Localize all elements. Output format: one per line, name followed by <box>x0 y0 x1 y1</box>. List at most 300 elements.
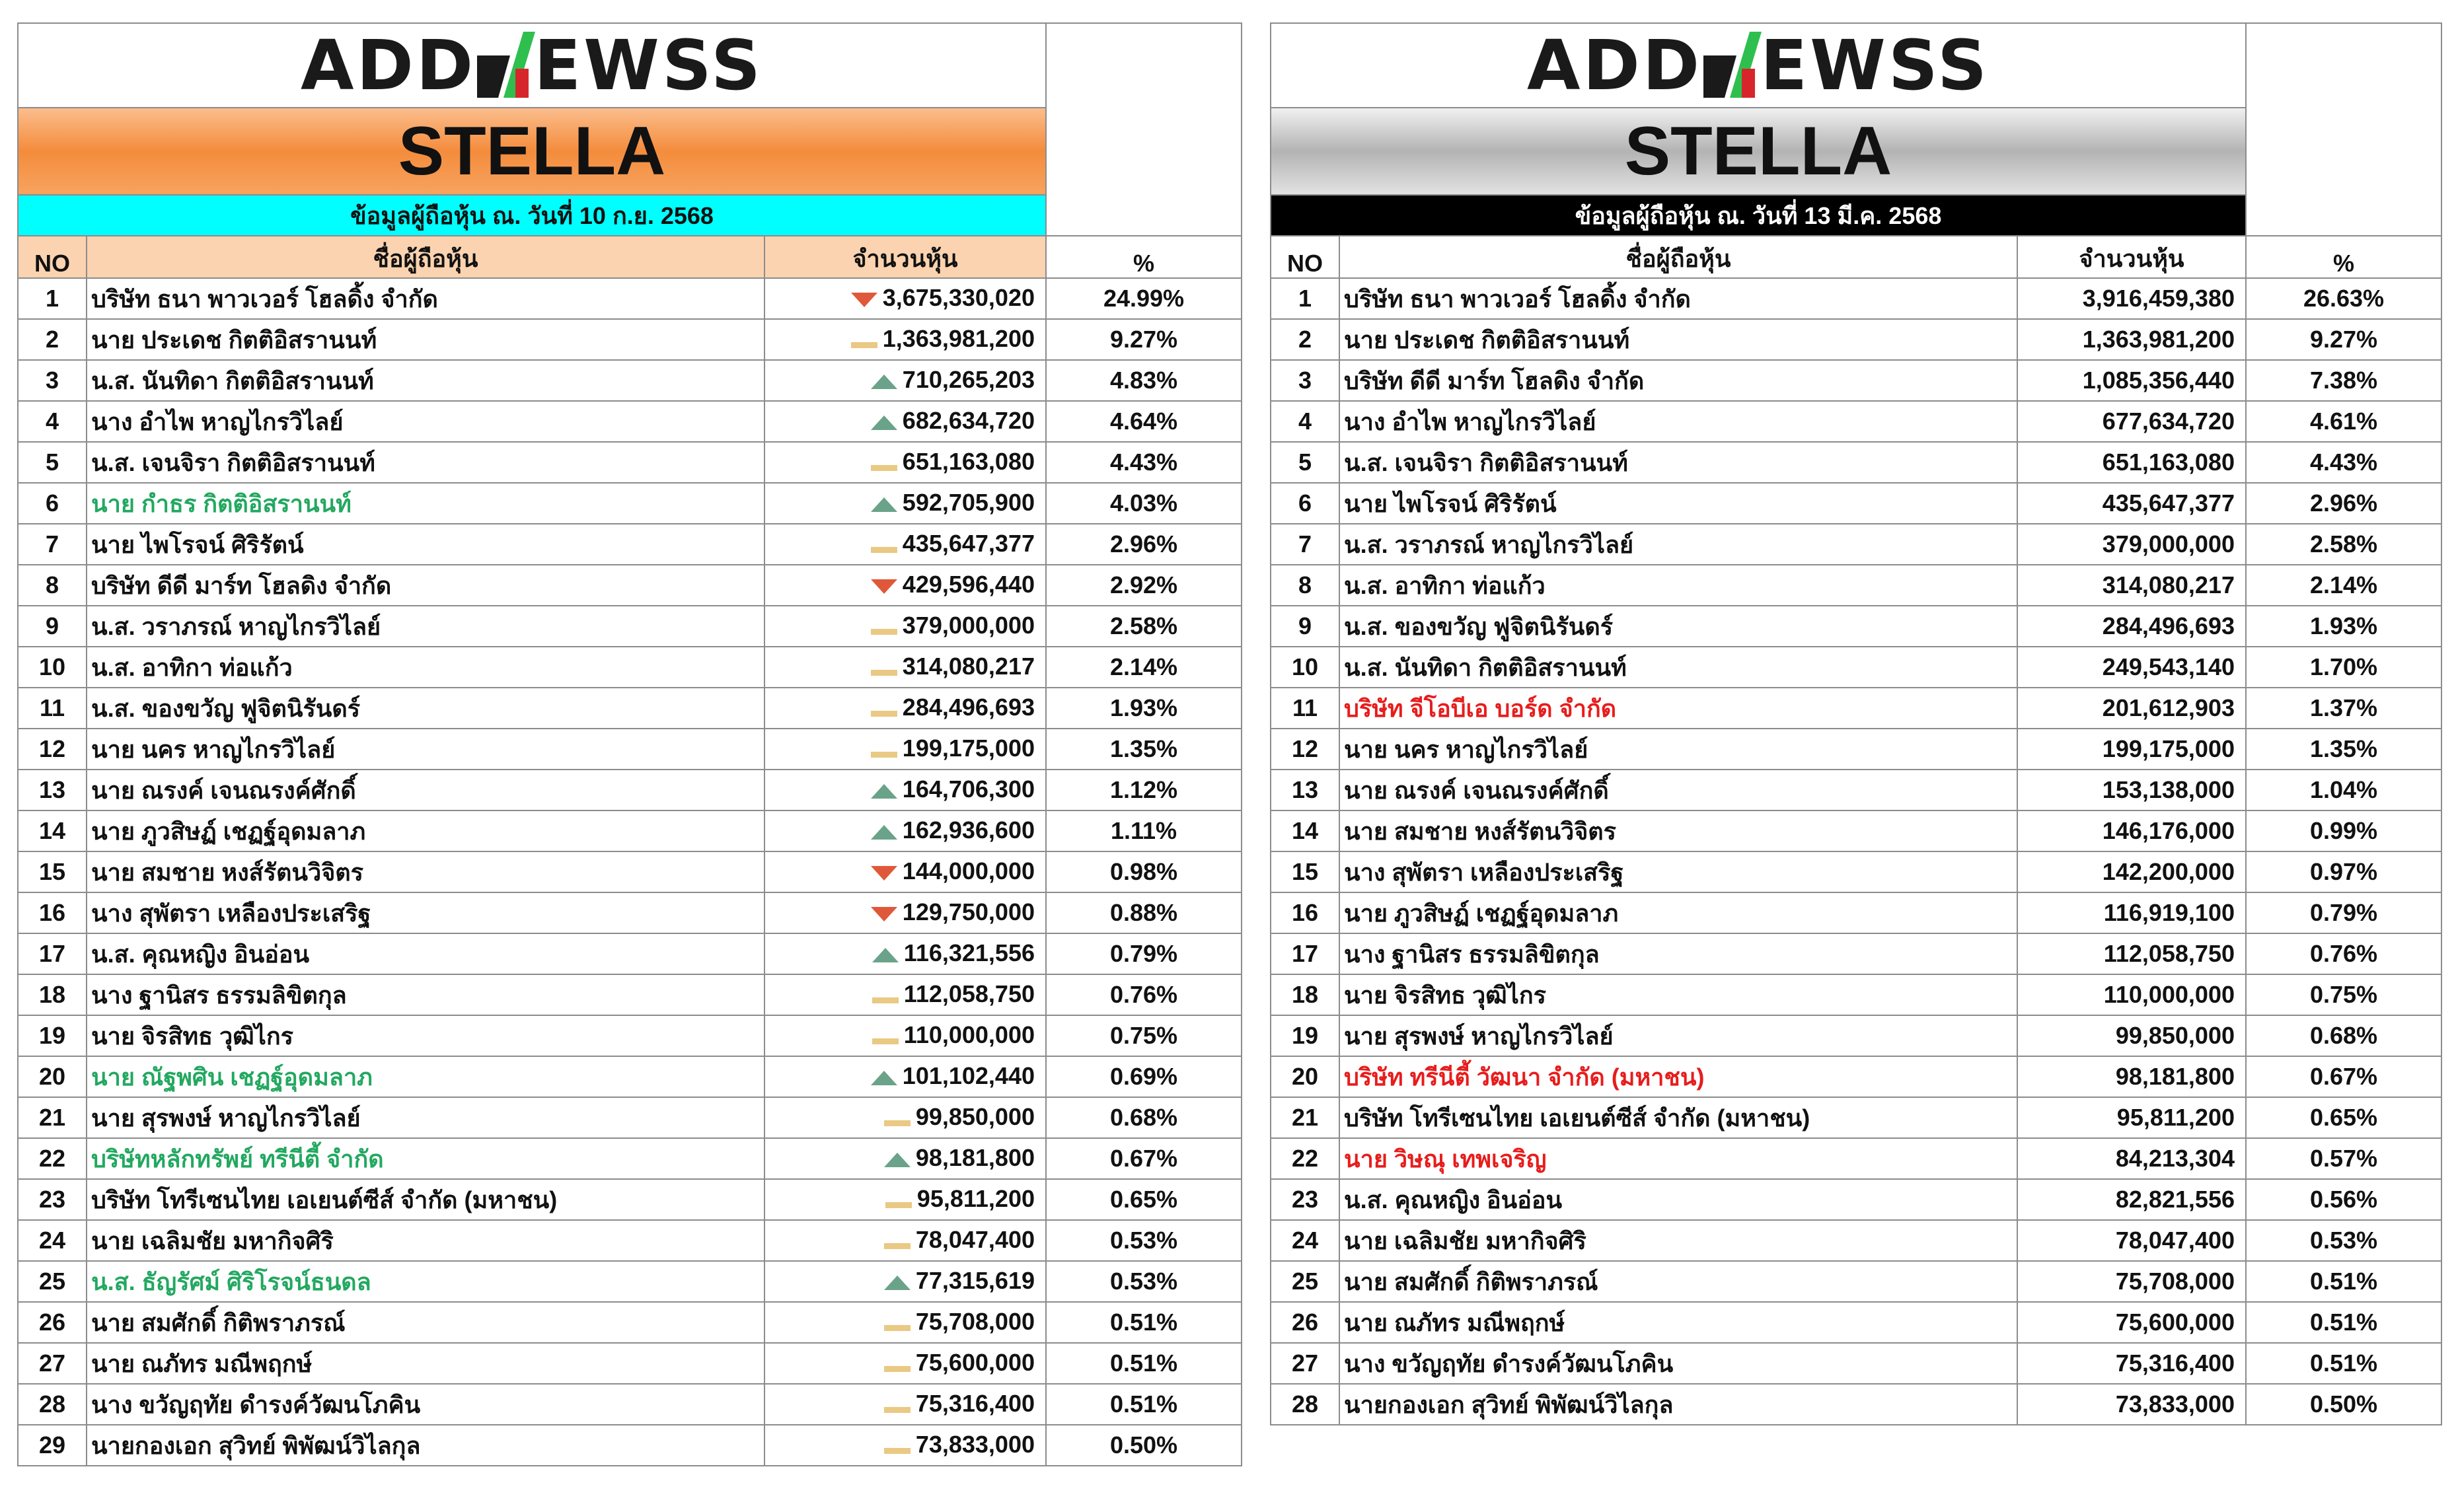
row-number: 12 <box>18 729 87 770</box>
share-percent: 0.65% <box>2246 1097 2441 1138</box>
table-row <box>1271 1056 2441 1097</box>
share-count <box>764 688 1046 729</box>
share-count: 249,543,140 <box>2017 647 2246 688</box>
shareholder-name: บริษัท ธนา พาวเวอร์ โฮลดิ้ง จำกัด <box>87 278 764 319</box>
unchanged-dash-icon <box>872 997 899 1003</box>
table-row <box>18 1179 1242 1220</box>
row-number: 8 <box>1271 565 1339 606</box>
row-number: 23 <box>18 1179 87 1220</box>
table-row <box>1271 565 2441 606</box>
table-row <box>18 1220 1242 1261</box>
row-number: 11 <box>1271 688 1339 729</box>
table-row <box>1271 319 2441 360</box>
increase-arrow-icon <box>871 784 897 799</box>
share-percent: 0.76% <box>2246 933 2441 974</box>
shareholder-name: น.ส. คุณหญิง อินอ่อน <box>1339 1179 2017 1220</box>
share-count: 1,085,356,440 <box>2017 360 2246 401</box>
logo-text-suffix: EWSS <box>1760 25 1990 106</box>
shareholder-name: บริษัท โทรีเซนไทย เอเยนต์ซีส์ จำกัด (มหาชน) <box>1339 1097 2017 1138</box>
share-count: 314,080,217 <box>2017 565 2246 606</box>
share-percent: 0.56% <box>2246 1179 2441 1220</box>
shareholder-name: น.ส. นันทิดา กิตติอิสรานนท์ <box>1339 647 2017 688</box>
share-count <box>764 1138 1046 1179</box>
shareholder-name: นาย วิษณุ เทพเจริญ <box>1339 1138 2017 1179</box>
table-row <box>1271 524 2441 565</box>
logo-text-prefix: ADD <box>1526 25 1703 106</box>
table-row <box>1271 892 2441 933</box>
share-count: 73,833,000 <box>2017 1384 2246 1425</box>
blank-corner-cell <box>1046 23 1242 236</box>
data-date-caption: ข้อมูลผู้ถือหุ้น ณ. วันที่ 13 มี.ค. 2568 <box>1271 195 2246 236</box>
share-count-value: 129,750,000 <box>902 898 1035 925</box>
row-number: 2 <box>18 319 87 360</box>
row-number: 29 <box>18 1425 87 1466</box>
share-percent: 0.69% <box>1046 1056 1242 1097</box>
table-row <box>18 442 1242 483</box>
decrease-arrow-icon <box>871 866 897 881</box>
shareholder-name: นาย กำธร กิตติอิสรานนท์ <box>87 483 764 524</box>
share-count-value: 110,000,000 <box>903 1021 1035 1048</box>
row-number: 21 <box>18 1097 87 1138</box>
table-row <box>1271 810 2441 851</box>
unchanged-dash-icon <box>871 629 897 635</box>
table-row <box>18 810 1242 851</box>
row-number: 23 <box>1271 1179 1339 1220</box>
share-count-value: 75,316,400 <box>915 1389 1035 1417</box>
shareholder-name: นาย สุรพงษ์ หาญไกรวิไลย์ <box>1339 1015 2017 1056</box>
share-count: 284,496,693 <box>2017 606 2246 647</box>
share-percent: 0.99% <box>2246 810 2441 851</box>
row-number: 5 <box>1271 442 1339 483</box>
share-count <box>764 974 1046 1015</box>
table-row <box>18 319 1242 360</box>
row-number: 17 <box>18 933 87 974</box>
share-count-value: 379,000,000 <box>902 611 1035 639</box>
table-row <box>18 606 1242 647</box>
share-count <box>764 1302 1046 1343</box>
shareholder-name: น.ส. อาทิกา ท่อแก้ว <box>87 647 764 688</box>
shareholder-name: นาย สุรพงษ์ หาญไกรวิไลย์ <box>87 1097 764 1138</box>
share-count: 98,181,800 <box>2017 1056 2246 1097</box>
table-row <box>1271 278 2441 319</box>
share-percent: 1.11% <box>1046 810 1242 851</box>
shareholder-name: นาง สุพัตรา เหลืองประเสริฐ <box>1339 851 2017 892</box>
table-row <box>18 1384 1242 1425</box>
row-number: 11 <box>18 688 87 729</box>
increase-arrow-icon <box>871 375 897 389</box>
logo-n-mark-icon <box>472 29 538 102</box>
share-count-value: 75,708,000 <box>915 1307 1035 1335</box>
table-row <box>1271 1302 2441 1343</box>
shareholder-name: นาย นคร หาญไกรวิไลย์ <box>1339 729 2017 770</box>
shareholder-name: นาย จิรสิทธ วุฒิไกร <box>87 1015 764 1056</box>
share-percent: 0.51% <box>2246 1343 2441 1384</box>
shareholder-name: นาย ณภัทร มณีพฤกษ์ <box>87 1343 764 1384</box>
brand-logo <box>18 23 1046 108</box>
shareholder-name: นาย ณัฐพศิน เชฏฐ์อุดมลาภ <box>87 1056 764 1097</box>
share-percent: 9.27% <box>2246 319 2441 360</box>
row-number: 25 <box>18 1261 87 1302</box>
shareholder-name: บริษัท ดีดี มาร์ท โฮลดิง จำกัด <box>1339 360 2017 401</box>
table-row <box>18 1015 1242 1056</box>
share-count <box>764 1261 1046 1302</box>
share-percent: 1.04% <box>2246 770 2441 810</box>
share-percent: 2.96% <box>1046 524 1242 565</box>
share-count: 75,316,400 <box>2017 1343 2246 1384</box>
shareholder-panel-sep-2025 <box>17 22 1242 1466</box>
table-row <box>1271 1220 2441 1261</box>
row-number: 2 <box>1271 319 1339 360</box>
shareholder-name: บริษัท ทรีนีตี้ วัฒนา จำกัด (มหาชน) <box>1339 1056 2017 1097</box>
row-number: 20 <box>1271 1056 1339 1097</box>
share-count: 199,175,000 <box>2017 729 2246 770</box>
share-count <box>764 1015 1046 1056</box>
share-count <box>764 933 1046 974</box>
share-count: 651,163,080 <box>2017 442 2246 483</box>
share-count-value: 95,811,200 <box>916 1184 1035 1212</box>
share-count-value: 116,321,556 <box>903 939 1035 966</box>
table-row <box>18 1261 1242 1302</box>
share-percent: 0.51% <box>2246 1261 2441 1302</box>
share-percent: 0.50% <box>1046 1425 1242 1466</box>
row-number: 19 <box>1271 1015 1339 1056</box>
row-number: 27 <box>1271 1343 1339 1384</box>
share-percent: 0.76% <box>1046 974 1242 1015</box>
shareholder-name: บริษัท โทรีเซนไทย เอเยนต์ซีส์ จำกัด (มหาชน) <box>87 1179 764 1220</box>
shareholder-name: น.ส. วราภรณ์ หาญไกรวิไลย์ <box>87 606 764 647</box>
shareholder-name: น.ส. นันทิดา กิตติอิสรานนท์ <box>87 360 764 401</box>
table-header-row <box>18 236 1242 278</box>
table-row <box>18 851 1242 892</box>
share-count: 435,647,377 <box>2017 483 2246 524</box>
share-count <box>764 442 1046 483</box>
unchanged-dash-icon <box>871 547 897 553</box>
share-count-value: 162,936,600 <box>902 816 1035 844</box>
share-count-value: 75,600,000 <box>915 1348 1035 1376</box>
increase-arrow-icon <box>884 1153 911 1167</box>
row-number: 26 <box>18 1302 87 1343</box>
table-row <box>18 1138 1242 1179</box>
row-number: 12 <box>1271 729 1339 770</box>
logo-n-mark-icon <box>1698 29 1764 102</box>
unchanged-dash-icon <box>884 1243 911 1249</box>
unchanged-dash-icon <box>884 1325 911 1331</box>
share-count: 82,821,556 <box>2017 1179 2246 1220</box>
table-row <box>1271 606 2441 647</box>
table-row <box>1271 851 2441 892</box>
shareholder-name: นาย จิรสิทธ วุฒิไกร <box>1339 974 2017 1015</box>
table-row <box>1271 688 2441 729</box>
shareholder-name: นาย เฉลิมชัย มหากิจศิริ <box>1339 1220 2017 1261</box>
share-percent: 4.43% <box>1046 442 1242 483</box>
row-number: 24 <box>18 1220 87 1261</box>
share-percent: 7.38% <box>2246 360 2441 401</box>
unchanged-dash-icon <box>884 1366 911 1372</box>
share-count: 1,363,981,200 <box>2017 319 2246 360</box>
share-count-value: 144,000,000 <box>902 857 1035 884</box>
share-percent: 0.57% <box>2246 1138 2441 1179</box>
share-count <box>764 770 1046 810</box>
shareholder-name: บริษัท ดีดี มาร์ท โฮลดิง จำกัด <box>87 565 764 606</box>
share-percent: 1.37% <box>2246 688 2441 729</box>
share-count-value: 429,596,440 <box>902 570 1035 598</box>
row-number: 28 <box>1271 1384 1339 1425</box>
share-count-value: 1,363,981,200 <box>882 324 1035 352</box>
share-count-value: 101,102,440 <box>902 1062 1035 1089</box>
table-row <box>18 770 1242 810</box>
unchanged-dash-icon <box>871 711 897 717</box>
share-percent: 0.51% <box>2246 1302 2441 1343</box>
share-count-value: 164,706,300 <box>902 775 1035 803</box>
share-percent: 4.83% <box>1046 360 1242 401</box>
table-row <box>18 647 1242 688</box>
table-row <box>1271 1179 2441 1220</box>
share-percent: 2.92% <box>1046 565 1242 606</box>
share-percent: 4.64% <box>1046 401 1242 442</box>
table-row <box>1271 1097 2441 1138</box>
share-count <box>764 401 1046 442</box>
row-number: 13 <box>18 770 87 810</box>
shareholder-name: นาย ประเดช กิตติอิสรานนท์ <box>87 319 764 360</box>
share-count-value: 199,175,000 <box>902 734 1035 762</box>
row-number: 4 <box>18 401 87 442</box>
row-number: 7 <box>1271 524 1339 565</box>
share-count-value: 77,315,619 <box>915 1266 1035 1294</box>
shareholder-name: นาย สมศักดิ์ กิติพราภรณ์ <box>1339 1261 2017 1302</box>
table-row <box>1271 483 2441 524</box>
share-count: 99,850,000 <box>2017 1015 2246 1056</box>
table-row <box>1271 1343 2441 1384</box>
share-percent: 0.75% <box>1046 1015 1242 1056</box>
share-count <box>764 1343 1046 1384</box>
shareholder-name: นาย ภูวสิษฏ์ เชฏฐ์อุดมลาภ <box>1339 892 2017 933</box>
row-number: 9 <box>1271 606 1339 647</box>
shareholder-name: นาง ขวัญฤทัย ดำรงค์วัฒนโภคิน <box>1339 1343 2017 1384</box>
share-percent: 0.68% <box>2246 1015 2441 1056</box>
share-count <box>764 1220 1046 1261</box>
table-row <box>18 524 1242 565</box>
share-count <box>764 1097 1046 1138</box>
share-percent: 1.12% <box>1046 770 1242 810</box>
row-number: 24 <box>1271 1220 1339 1261</box>
table-row <box>18 401 1242 442</box>
col-header-shares: จำนวนหุ้น <box>2017 236 2246 278</box>
shareholder-name: นาย ณรงค์ เจนณรงค์ศักดิ์ <box>1339 770 2017 810</box>
row-number: 18 <box>18 974 87 1015</box>
share-count-value: 73,833,000 <box>915 1430 1035 1458</box>
shareholder-name: น.ส. ธัญรัศม์ ศิริโรจน์ธนดล <box>87 1261 764 1302</box>
row-number: 9 <box>18 606 87 647</box>
row-number: 5 <box>18 442 87 483</box>
share-count: 3,916,459,380 <box>2017 278 2246 319</box>
shareholder-name: บริษัทหลักทรัพย์ ทรีนีตี้ จำกัด <box>87 1138 764 1179</box>
row-number: 10 <box>18 647 87 688</box>
col-header-shares: จำนวนหุ้น <box>764 236 1046 278</box>
share-percent: 0.53% <box>2246 1220 2441 1261</box>
row-number: 3 <box>1271 360 1339 401</box>
share-percent: 0.50% <box>2246 1384 2441 1425</box>
share-count: 116,919,100 <box>2017 892 2246 933</box>
share-percent: 2.14% <box>1046 647 1242 688</box>
unchanged-dash-icon <box>851 342 877 348</box>
share-count <box>764 278 1046 319</box>
shareholder-name: นาง ฐานิสร ธรรมลิขิตกุล <box>1339 933 2017 974</box>
table-row <box>18 1056 1242 1097</box>
shareholder-name: นายกองเอก สุวิทย์ พิพัฒน์วิไลกุล <box>87 1425 764 1466</box>
share-count <box>764 647 1046 688</box>
share-percent: 0.53% <box>1046 1261 1242 1302</box>
table-row <box>18 1343 1242 1384</box>
share-count-value: 682,634,720 <box>902 406 1035 434</box>
table-row <box>18 360 1242 401</box>
share-percent: 0.51% <box>1046 1343 1242 1384</box>
shareholder-table-right <box>1270 22 2442 1425</box>
shareholder-name: นาย สมศักดิ์ กิติพราภรณ์ <box>87 1302 764 1343</box>
share-percent: 2.96% <box>2246 483 2441 524</box>
row-number: 16 <box>1271 892 1339 933</box>
shareholder-name: นาง ขวัญฤทัย ดำรงค์วัฒนโภคิน <box>87 1384 764 1425</box>
table-row <box>18 565 1242 606</box>
row-number: 4 <box>1271 401 1339 442</box>
share-count-value: 314,080,217 <box>902 652 1035 680</box>
row-number: 3 <box>18 360 87 401</box>
col-header-name: ชื่อผู้ถือหุ้น <box>87 236 764 278</box>
table-row <box>1271 729 2441 770</box>
stock-title: STELLA <box>18 108 1046 195</box>
row-number: 17 <box>1271 933 1339 974</box>
shareholder-name: น.ส. วราภรณ์ หาญไกรวิไลย์ <box>1339 524 2017 565</box>
table-row <box>18 1097 1242 1138</box>
unchanged-dash-icon <box>871 670 897 676</box>
share-percent: 26.63% <box>2246 278 2441 319</box>
share-count: 112,058,750 <box>2017 933 2246 974</box>
shareholder-name: นาย สมชาย หงส์รัตนวิจิตร <box>1339 810 2017 851</box>
share-count-value: 78,047,400 <box>915 1225 1035 1253</box>
table-row <box>18 933 1242 974</box>
shareholder-name: นาย เฉลิมชัย มหากิจศิริ <box>87 1220 764 1261</box>
increase-arrow-icon <box>872 948 899 962</box>
share-count: 677,634,720 <box>2017 401 2246 442</box>
shareholder-name: นายกองเอก สุวิทย์ พิพัฒน์วิไลกุล <box>1339 1384 2017 1425</box>
row-number: 15 <box>18 851 87 892</box>
share-count <box>764 892 1046 933</box>
share-percent: 4.43% <box>2246 442 2441 483</box>
col-header-pct: % <box>1046 236 1242 278</box>
unchanged-dash-icon <box>884 1448 911 1454</box>
share-count: 84,213,304 <box>2017 1138 2246 1179</box>
share-count <box>764 565 1046 606</box>
share-percent: 4.61% <box>2246 401 2441 442</box>
shareholder-name: นาย ณรงค์ เจนณรงค์ศักดิ์ <box>87 770 764 810</box>
share-count: 110,000,000 <box>2017 974 2246 1015</box>
table-row <box>1271 770 2441 810</box>
unchanged-dash-icon <box>871 465 897 471</box>
share-count: 201,612,903 <box>2017 688 2246 729</box>
row-number: 26 <box>1271 1302 1339 1343</box>
row-number: 6 <box>1271 483 1339 524</box>
table-row <box>18 483 1242 524</box>
share-percent: 2.58% <box>2246 524 2441 565</box>
table-row <box>18 688 1242 729</box>
table-row <box>1271 1261 2441 1302</box>
share-count-value: 710,265,203 <box>902 365 1035 393</box>
share-count: 142,200,000 <box>2017 851 2246 892</box>
share-count-value: 3,675,330,020 <box>882 283 1035 311</box>
table-row <box>18 1425 1242 1466</box>
col-header-pct: % <box>2246 236 2441 278</box>
share-count-value: 99,850,000 <box>915 1102 1035 1130</box>
shareholder-name: นาง อำไพ หาญไกรวิไลย์ <box>1339 401 2017 442</box>
unchanged-dash-icon <box>884 1407 911 1413</box>
increase-arrow-icon <box>871 497 897 512</box>
shareholder-name: นาง ฐานิสร ธรรมลิขิตกุล <box>87 974 764 1015</box>
table-row <box>18 892 1242 933</box>
share-count <box>764 1056 1046 1097</box>
shareholder-name: น.ส. ของขวัญ ฟูจิตนิรันดร์ <box>87 688 764 729</box>
shareholder-name: น.ส. คุณหญิง อินอ่อน <box>87 933 764 974</box>
unchanged-dash-icon <box>872 1038 899 1044</box>
share-percent: 0.68% <box>1046 1097 1242 1138</box>
increase-arrow-icon <box>871 1071 897 1085</box>
share-count <box>764 1179 1046 1220</box>
row-number: 27 <box>18 1343 87 1384</box>
share-count <box>764 1384 1046 1425</box>
table-row <box>1271 1384 2441 1425</box>
row-number: 25 <box>1271 1261 1339 1302</box>
row-number: 10 <box>1271 647 1339 688</box>
share-percent: 0.51% <box>1046 1302 1242 1343</box>
share-percent: 1.35% <box>2246 729 2441 770</box>
decrease-arrow-icon <box>871 907 897 921</box>
share-count: 75,708,000 <box>2017 1261 2246 1302</box>
table-row <box>1271 401 2441 442</box>
table-header-row <box>1271 236 2441 278</box>
share-percent: 1.70% <box>2246 647 2441 688</box>
col-header-name: ชื่อผู้ถือหุ้น <box>1339 236 2017 278</box>
share-count-value: 651,163,080 <box>902 447 1035 475</box>
table-row <box>1271 933 2441 974</box>
increase-arrow-icon <box>884 1276 911 1290</box>
increase-arrow-icon <box>871 825 897 840</box>
shareholder-name: นาย ไพโรจน์ ศิริรัตน์ <box>87 524 764 565</box>
data-date-caption: ข้อมูลผู้ถือหุ้น ณ. วันที่ 10 ก.ย. 2568 <box>18 195 1046 236</box>
table-row <box>1271 974 2441 1015</box>
share-count-value: 284,496,693 <box>902 693 1035 721</box>
shareholder-name: นาย ณภัทร มณีพฤกษ์ <box>1339 1302 2017 1343</box>
row-number: 21 <box>1271 1097 1339 1138</box>
row-number: 19 <box>18 1015 87 1056</box>
table-row <box>1271 360 2441 401</box>
shareholder-name: นาย ไพโรจน์ ศิริรัตน์ <box>1339 483 2017 524</box>
share-percent: 2.14% <box>2246 565 2441 606</box>
brand-logo <box>1271 23 2246 108</box>
row-number: 6 <box>18 483 87 524</box>
shareholder-name: น.ส. อาทิกา ท่อแก้ว <box>1339 565 2017 606</box>
row-number: 7 <box>18 524 87 565</box>
table-row <box>1271 1138 2441 1179</box>
share-count <box>764 524 1046 565</box>
share-count-value: 435,647,377 <box>902 529 1035 557</box>
share-percent: 0.75% <box>2246 974 2441 1015</box>
row-number: 15 <box>1271 851 1339 892</box>
share-count: 379,000,000 <box>2017 524 2246 565</box>
logo-text-prefix: ADD <box>300 25 476 106</box>
share-percent: 0.98% <box>1046 851 1242 892</box>
shareholder-name: นาย ประเดช กิตติอิสรานนท์ <box>1339 319 2017 360</box>
shareholder-name: นาง อำไพ หาญไกรวิไลย์ <box>87 401 764 442</box>
share-count: 95,811,200 <box>2017 1097 2246 1138</box>
share-percent: 2.58% <box>1046 606 1242 647</box>
